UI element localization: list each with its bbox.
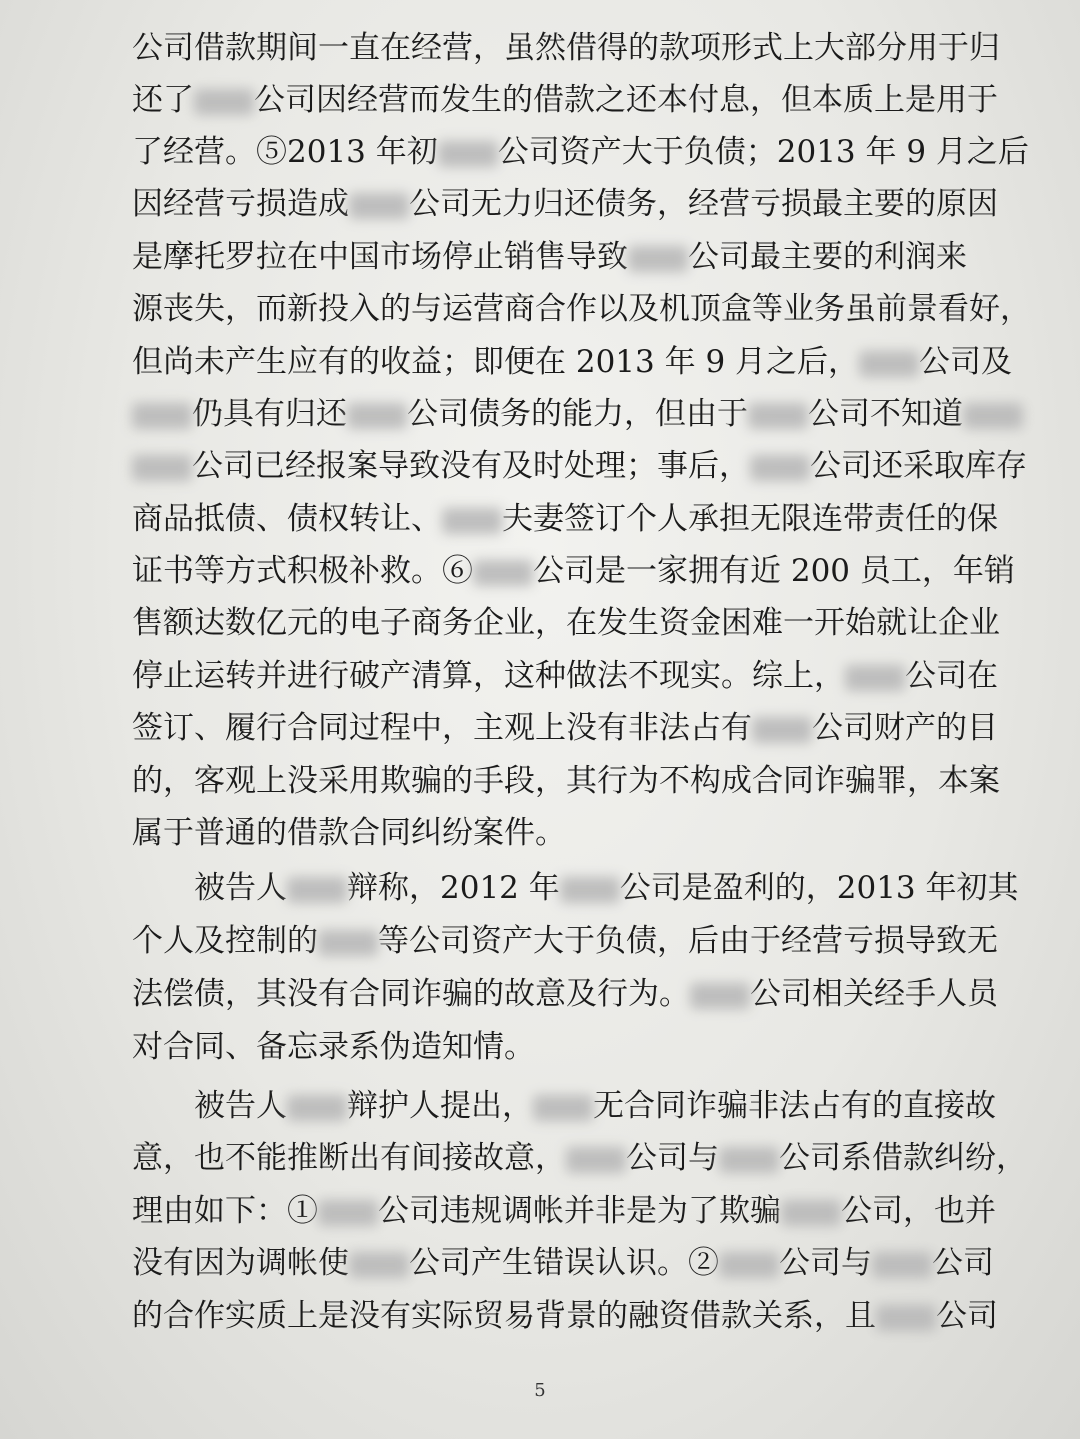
text-segment: 个人及控制的 — [132, 923, 318, 959]
text-segment: 是摩托罗拉在中国市场停止销售导致 — [132, 239, 628, 275]
text-line — [132, 1021, 535, 1073]
redacted-name — [719, 1147, 779, 1173]
text-line — [132, 336, 1012, 388]
text-segment: 还了 — [132, 82, 194, 118]
redacted-name — [628, 246, 688, 272]
text-line — [132, 22, 1000, 74]
text-line — [132, 1237, 994, 1289]
redacted-name — [194, 89, 254, 115]
text-segment: 公司，也并 — [841, 1193, 996, 1229]
redacted-name — [287, 1095, 347, 1121]
text-line — [132, 388, 1023, 440]
redacted-name — [963, 403, 1023, 429]
text-line — [132, 178, 998, 230]
redacted-name — [438, 141, 498, 167]
text-line — [132, 74, 998, 126]
text-segment: 等公司资产大于负债，后由于经营亏损导致无 — [378, 923, 998, 959]
text-line — [132, 283, 1031, 335]
redacted-name — [748, 403, 808, 429]
text-segment: 属于普通的借款合同纠纷案件。 — [132, 815, 566, 851]
text-segment: 公司财产的目 — [812, 710, 998, 746]
text-line — [132, 862, 1019, 914]
text-segment: 仍具有归还 — [192, 396, 347, 432]
text-line — [132, 126, 1029, 178]
text-segment: 被告人 — [132, 1088, 287, 1124]
text-segment: 公司还采取库存 — [810, 448, 1027, 484]
text-line — [132, 1185, 996, 1237]
text-segment: 辩称，2012 年 — [347, 870, 560, 906]
redacted-name — [752, 717, 812, 743]
text-segment: 无合同诈骗非法占有的直接故 — [593, 1088, 996, 1124]
text-segment: 的，客观上没采用欺骗的手段，其行为不构成合同诈骗罪，本案 — [132, 763, 1000, 799]
text-segment: 公司债务的能力，但由于 — [407, 396, 748, 432]
text-line — [132, 1080, 996, 1132]
text-segment: 签订、履行合同过程中，主观上没有非法占有 — [132, 710, 752, 746]
text-line — [132, 807, 566, 859]
redacted-name — [473, 560, 533, 586]
text-segment: 公司 — [936, 1298, 998, 1334]
text-segment: 源丧失，而新投入的与运营商合作以及机顶盒等业务虽前景看好， — [132, 291, 1031, 327]
text-line — [132, 231, 967, 283]
text-segment: 证书等方式积极补救。⑥ — [132, 553, 473, 589]
text-segment: 公司系借款纠纷， — [779, 1140, 1027, 1176]
redacted-name — [872, 1252, 932, 1278]
text-segment: 公司不知道 — [808, 396, 963, 432]
text-line — [132, 440, 1027, 492]
page-number: 5 — [534, 1380, 546, 1401]
text-segment: 停止运转并进行破产清算，这种做法不现实。综上， — [132, 658, 845, 694]
redacted-name — [132, 403, 192, 429]
text-segment: 公司及 — [919, 344, 1013, 380]
text-segment: 公司是一家拥有近 200 员工，年销 — [533, 553, 1015, 589]
text-segment: 法偿债，其没有合同诈骗的故意及行为。 — [132, 976, 690, 1012]
text-segment: 公司相关经手人员 — [750, 976, 998, 1012]
text-line — [132, 968, 998, 1020]
text-line — [132, 650, 998, 702]
redacted-name — [318, 930, 378, 956]
text-segment: 公司违规调帐并非是为了欺骗 — [378, 1193, 781, 1229]
text-segment: 的合作实质上是没有实际贸易背景的融资借款关系，且 — [132, 1298, 876, 1334]
text-line — [132, 1132, 1027, 1184]
text-line — [132, 493, 998, 545]
text-segment: 被告人 — [132, 870, 287, 906]
text-segment: 公司最主要的利润来 — [688, 239, 967, 275]
text-segment: 公司因经营而发生的借款之还本付息，但本质上是用于 — [254, 82, 998, 118]
redacted-name — [349, 1252, 409, 1278]
text-segment: 理由如下：① — [132, 1193, 318, 1229]
text-segment: 因经营亏损造成 — [132, 186, 349, 222]
text-segment: 了经营。⑤2013 年初 — [132, 134, 438, 170]
text-line — [132, 545, 1015, 597]
redacted-name — [442, 508, 502, 534]
text-segment: 辩护人提出， — [347, 1088, 533, 1124]
redacted-name — [719, 1252, 779, 1278]
text-segment: 公司已经报案导致没有及时处理；事后， — [192, 448, 750, 484]
text-line — [132, 702, 998, 754]
redacted-name — [347, 403, 407, 429]
text-segment: 意，也不能推断出有间接故意， — [132, 1140, 566, 1176]
redacted-name — [349, 193, 409, 219]
redacted-name — [566, 1147, 626, 1173]
text-segment: 商品抵债、债权转让、 — [132, 501, 442, 537]
text-segment: 公司无力归还债务，经营亏损最主要的原因 — [409, 186, 998, 222]
text-segment: 公司借款期间一直在经营，虽然借得的款项形式上大部分用于归 — [132, 30, 1000, 66]
redacted-name — [859, 351, 919, 377]
redacted-name — [533, 1095, 593, 1121]
redacted-name — [318, 1200, 378, 1226]
text-segment: 售额达数亿元的电子商务企业，在发生资金困难一开始就让企业 — [132, 605, 1000, 641]
text-segment: 对合同、备忘录系伪造知情。 — [132, 1029, 535, 1065]
redacted-name — [750, 455, 810, 481]
redacted-name — [781, 1200, 841, 1226]
redacted-name — [876, 1305, 936, 1331]
text-segment: 公司在 — [905, 658, 998, 694]
text-segment: 夫妻签订个人承担无限连带责任的保 — [502, 501, 998, 537]
redacted-name — [845, 665, 905, 691]
redacted-name — [287, 877, 347, 903]
text-segment: 公司产生错误认识。② — [409, 1245, 719, 1281]
redacted-name — [690, 983, 750, 1009]
redacted-name — [560, 877, 620, 903]
text-segment: 公司与 — [626, 1140, 719, 1176]
text-segment: 公司与 — [779, 1245, 872, 1281]
text-segment: 公司资产大于负债；2013 年 9 月之后 — [497, 134, 1029, 170]
text-segment: 没有因为调帐使 — [132, 1245, 349, 1281]
text-segment: 公司 — [932, 1245, 994, 1281]
text-segment: 但尚未产生应有的收益；即便在 2013 年 9 月之后， — [132, 344, 860, 380]
text-segment: 公司是盈利的，2013 年初其 — [619, 870, 1019, 906]
redacted-name — [132, 455, 192, 481]
text-line — [132, 915, 998, 967]
text-line — [132, 755, 1000, 807]
text-line — [132, 597, 1000, 649]
text-line — [132, 1290, 998, 1342]
